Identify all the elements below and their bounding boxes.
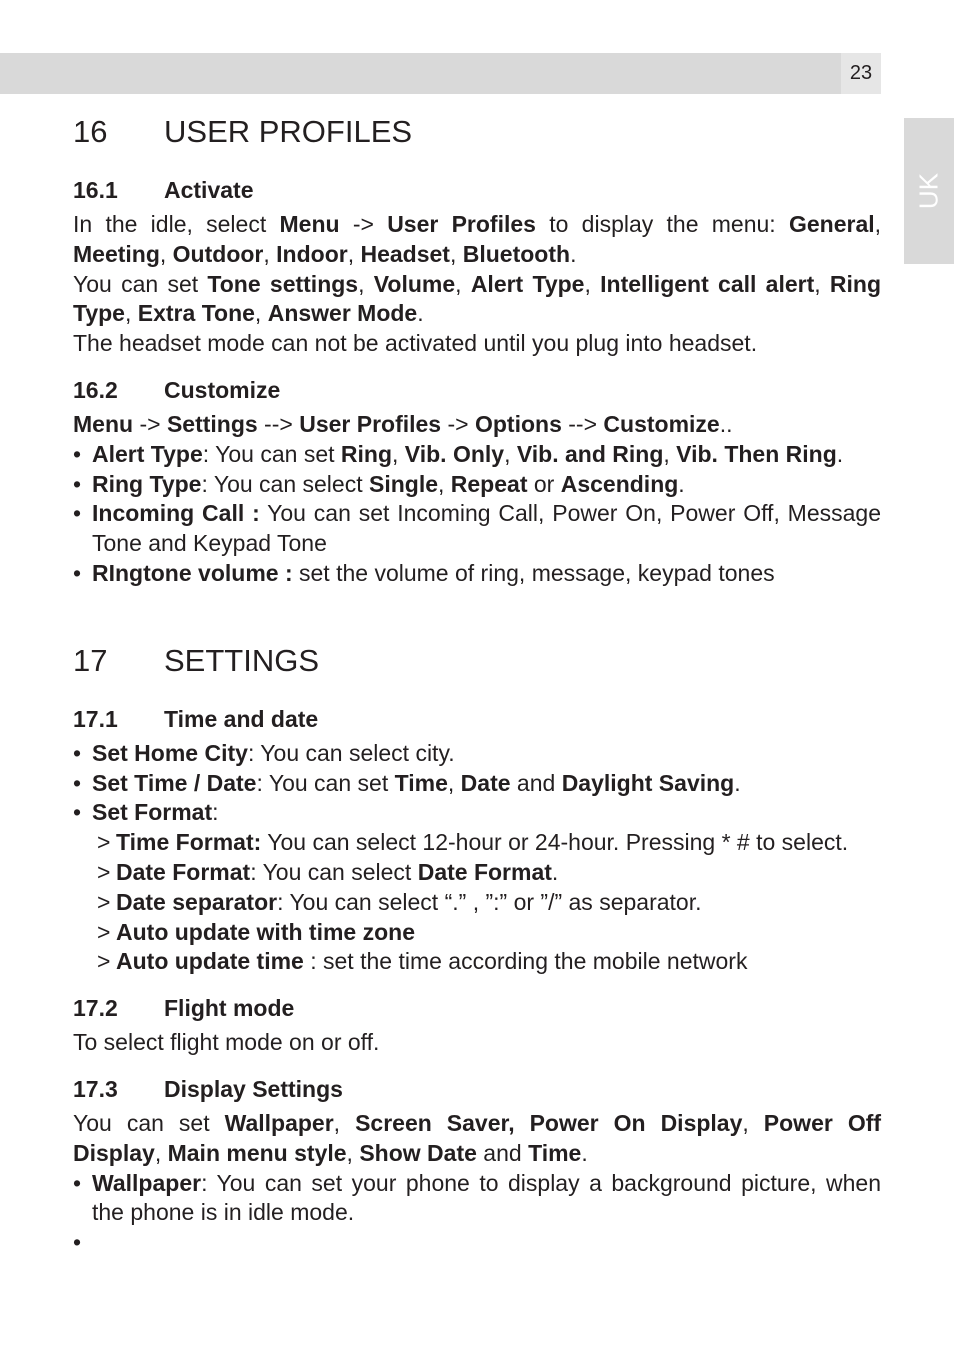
- header-bar: [0, 53, 841, 94]
- section-16-1-heading: [73, 175, 881, 205]
- section-17-3-heading: [73, 1074, 881, 1104]
- section-17-title: SETTINGS: [164, 642, 320, 678]
- language-tab: [904, 118, 954, 264]
- sub-date-separator: > Date separator: You can select “.” , ”:” or ”/” as separator.: [97, 888, 702, 915]
- bullet-set-time-date: • Set Time / Date: You can set Time, Date and Daylight Saving.: [73, 769, 741, 796]
- page-number-box: [841, 53, 881, 94]
- section-16-number: 16: [73, 114, 108, 149]
- bullet-ring-type: • Ring Type: You can select Single, Repeat or Ascending.: [73, 470, 685, 497]
- section-16-1-number: 16.1: [73, 177, 118, 203]
- activate-paragraph-1: In the idle, select Menu -> User Profiles to display the menu: General, Meeting, Outdoor, Indoor, Headset, Bluetooth.: [73, 211, 882, 267]
- page-content: [73, 112, 881, 1258]
- sub-auto-update-time: > Auto update time : set the time according the mobile network: [97, 948, 748, 975]
- section-17-1-title: Time and date: [164, 705, 319, 732]
- flight-mode-paragraph: To select flight mode on or off.: [73, 1029, 380, 1056]
- language-tab-label: UK: [913, 172, 944, 210]
- activate-paragraph-2: You can set Tone settings, Volume, Alert Type, Intelligent call alert, Ring Type, Extra Tone, Answer Mode.: [73, 270, 882, 327]
- section-16-2-number: 16.2: [73, 376, 118, 403]
- section-17-heading: [73, 641, 881, 681]
- bullet-ringtone-volume: • RIngtone volume : set the volume of ring, message, keypad tones: [73, 559, 775, 586]
- display-settings-paragraph: You can set Wallpaper, Screen Saver, Power On Display, Power Off Display, Main menu style, Show Date and Time.: [73, 1109, 882, 1166]
- activate-paragraph-3: The headset mode can not be activated until you plug into headset.: [73, 330, 758, 357]
- page-number: 23: [849, 62, 873, 84]
- customize-menu-path: Menu -> Settings --> User Profiles -> Options --> Customize..: [73, 410, 733, 437]
- section-16-heading: [73, 112, 881, 152]
- section-17-2-number: 17.2: [73, 995, 118, 1022]
- section-16-2-title: Customize: [164, 376, 281, 403]
- bullet-set-format: • Set Format:: [73, 799, 219, 826]
- bullet-wallpaper: • Wallpaper: You can set your phone to display a background picture, when the phone is in idle mode.: [73, 1169, 881, 1226]
- sub-time-format: > Time Format: You can select 12-hour or 24-hour. Pressing * # to select.: [97, 829, 849, 856]
- sub-date-format: > Date Format: You can select Date Format.: [97, 858, 559, 885]
- section-16-1-title: Activate: [164, 177, 254, 203]
- section-16-title: USER PROFILES: [164, 114, 413, 149]
- section-16-2-heading: [73, 375, 881, 405]
- section-17-1-heading: [73, 704, 881, 734]
- bullet-incoming-call: • Incoming Call : You can set Incoming Call, Power On, Power Off, Message Tone and Keypad Tone: [73, 500, 882, 557]
- bullet-alert-type: • Alert Type: You can set Ring, Vib. Only, Vib. and Ring, Vib. Then Ring.: [73, 440, 844, 467]
- section-17-3-number: 17.3: [73, 1075, 118, 1102]
- section-17-3-title: Display Settings: [164, 1075, 343, 1102]
- section-17-2-heading: [73, 993, 881, 1023]
- section-17-1-number: 17.1: [73, 705, 118, 732]
- section-17-number: 17: [73, 642, 108, 678]
- section-17-2-title: Flight mode: [164, 995, 295, 1022]
- sub-auto-update-time-zone: > Auto update with time zone: [97, 918, 415, 945]
- bullet-empty: •: [73, 1229, 82, 1256]
- bullet-set-home-city: • Set Home City: You can select city.: [73, 739, 455, 766]
